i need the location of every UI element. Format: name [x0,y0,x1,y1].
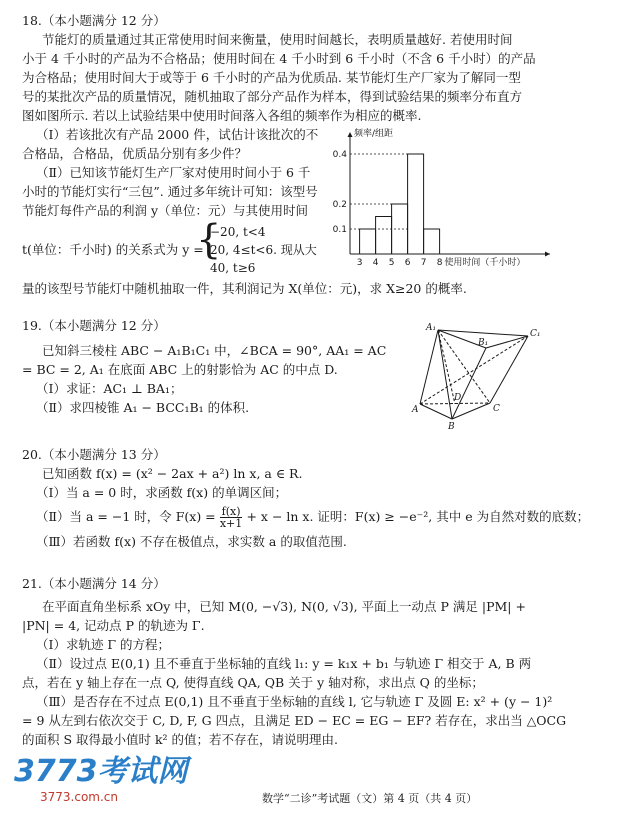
oblique-prism-figure [410,318,560,430]
histogram-bar [376,217,392,255]
edge-a-b [420,404,452,419]
x-tick-label: 3 [356,258,363,268]
fraction-numerator: f(x) [221,505,241,518]
y-tick-label: 0.4 [332,150,347,160]
watermark-logo: 3773考试网 [14,754,188,789]
x-tick-label: 5 [388,258,395,268]
q20-part1: （Ⅰ）当 a = 0 时，求函数 f(x) 的单调区间； [36,485,288,500]
y-tick-label: 0.2 [332,200,347,210]
x-tick-label: 6 [404,258,411,268]
q18-piecewise-lead: t(单位：千小时) 的关系式为 y = [22,242,204,257]
q20-line-1: 已知函数 f(x) = (x² − 2ax + a²) ln x, a ∈ R. [42,466,303,481]
frequency-histogram [328,126,558,274]
q20-part2 [36,506,589,529]
edge-c1-c [490,336,528,403]
q20-part3: （Ⅲ）若函数 f(x) 不存在极值点，求实数 a 的取值范围. [36,534,347,549]
q18-title: 18.（本小题满分 12 分） [22,13,166,28]
q18-line-5: 图如图所示. 若以上试验结果中使用时间落入各组的频率作为相应的概率. [22,108,422,123]
x-tick-label: 7 [420,258,427,268]
q21-line-2: |PN| = 4, 记动点 P 的轨迹为 Γ. [22,618,205,633]
label-c: C [493,404,500,414]
piecewise-brace: { [196,217,222,263]
label-b: B [448,422,455,430]
q21-part1: （Ⅰ）求轨迹 Γ 的方程； [36,637,171,652]
y-axis-arrow [348,132,353,137]
watermark-url: 3773.com.cn [40,790,118,804]
q21-line-1: 在平面直角坐标系 xOy 中，已知 M(0, −√3), N(0, √3), 平面上一动点 P 满足 |PM| + [42,599,526,614]
label-a1: A₁ [426,323,437,333]
q19-part1: （Ⅰ）求证：AC₁ ⊥ BA₁； [36,381,183,396]
q18-line-2: 小于 4 千小时的产品为不合格品；使用时间在 4 千小时到 6 千小时（不含 6 千小时）的产品 [22,51,536,66]
segment-a1-d [438,330,455,404]
q20-part2-lead: （Ⅱ）当 a = −1 时，令 F(x) = [36,509,216,524]
edge-b-c [452,403,490,419]
q19-title: 19.（本小题满分 12 分） [22,318,166,333]
piecewise-case-1: −20, t<4 [210,225,266,239]
label-c1: C₁ [530,329,541,339]
x-tick-label: 4 [372,258,379,268]
q18-part2-line-3: 节能灯每件产品的利润 y（单位：元）与其使用时间 [22,203,309,218]
q20-title: 20.（本小题满分 13 分） [22,447,166,462]
q21-part3-line-2: = 9 从左到右依次交于 C, D, F, G 四点，且满足 ED − EC = EG − EF? 若存在，求出当 △OCG [22,713,567,728]
q20-fraction [220,506,243,529]
q18-final-line: 量的该型号节能灯中随机抽取一件，其利润记为 X(单位：元)，求 X≥20 的概率. [22,281,467,296]
edge-b1-b [452,348,486,419]
q18-part1-line-1: （Ⅰ）若该批次有产品 2000 件，试估计该批次的不 [36,127,319,142]
fraction-denominator: x+1 [219,517,243,530]
q18-part2-line-2: 小时的节能灯实行“三包”. 通过多年统计可知：该型号 [22,184,318,199]
q21-part3-line-1: （Ⅲ）是否存在不过点 E(0,1) 且不垂直于坐标轴的直线 l, 它与轨迹 Γ 及圆 E: x² + (y − 1)² [36,694,553,709]
segment-a1-b [438,330,452,419]
histogram-bar [360,229,376,254]
q20-part2-tail: + x − ln x. 证明：F(x) ≥ −e⁻², 其中 e 为自然对数的底数； [246,509,590,524]
piecewise-case-2: 20, 4≤t<6. 现从大 [210,243,317,257]
q21-part3-line-3: 的面积 S 取得最小值时 k² 的值；若不存在，请说明理由. [22,732,339,747]
chart-xlabel: 使用时间（千小时） [444,258,526,268]
q18-line-3: 为合格品；使用时间大于或等于 6 千小时的产品为优质品. 某节能灯生产厂家为了解同一型 [22,70,521,85]
label-d: D [454,393,462,403]
piecewise-case-3: 40, t≥6 [210,261,256,275]
q19-part2: （Ⅱ）求四棱锥 A₁ − BCC₁B₁ 的体积. [36,400,250,415]
histogram-bar [408,154,424,254]
q21-title: 21.（本小题满分 14 分） [22,576,166,591]
label-a: A [412,405,419,415]
x-tick-label: 8 [436,258,443,268]
label-b1: B₁ [478,338,489,348]
edge-a1-a [420,330,438,404]
histogram-bar [424,229,440,254]
q19-line-1: 已知斜三棱柱 ABC − A₁B₁C₁ 中，∠BCA = 90°, AA₁ = AC [42,343,387,358]
q21-part2-line-1: （Ⅱ）设过点 E(0,1) 且不垂直于坐标轴的直线 l₁: y = k₁x + b₁ 与轨迹 Γ 相交于 A, B 两 [36,656,532,671]
q18-part1-line-2: 合格品，合格品，优质品分别有多少件？ [22,146,248,161]
chart-ylabel: 频率/组距 [354,129,394,139]
segment-a-c1 [420,336,528,404]
x-axis-arrow [545,252,550,257]
q19-line-2: = BC = 2, A₁ 在底面 ABC 上的射影恰为 AC 的中点 D. [22,362,338,377]
y-tick-label: 0.1 [332,225,347,235]
q18-line-4: 号的某批次产品的质量情况，随机抽取了部分产品作为样本，得到试验结果的频率分布直方 [22,89,523,104]
q21-part2-line-2: 点，若在 y 轴上存在一点 Q, 使得直线 QA, QB 关于 y 轴对称，求出点 Q 的坐标； [22,675,484,690]
q18-line-1: 节能灯的质量通过其正常使用时间来衡量，使用时间越长，表明质量越好. 若使用时间 [42,32,513,47]
page-footer: 数学“二诊”考试题（文）第 4 页（共 4 页） [262,792,478,805]
q18-part2-line-1: （Ⅱ）已知该节能灯生产厂家对使用时间小于 6 千 [36,165,311,180]
